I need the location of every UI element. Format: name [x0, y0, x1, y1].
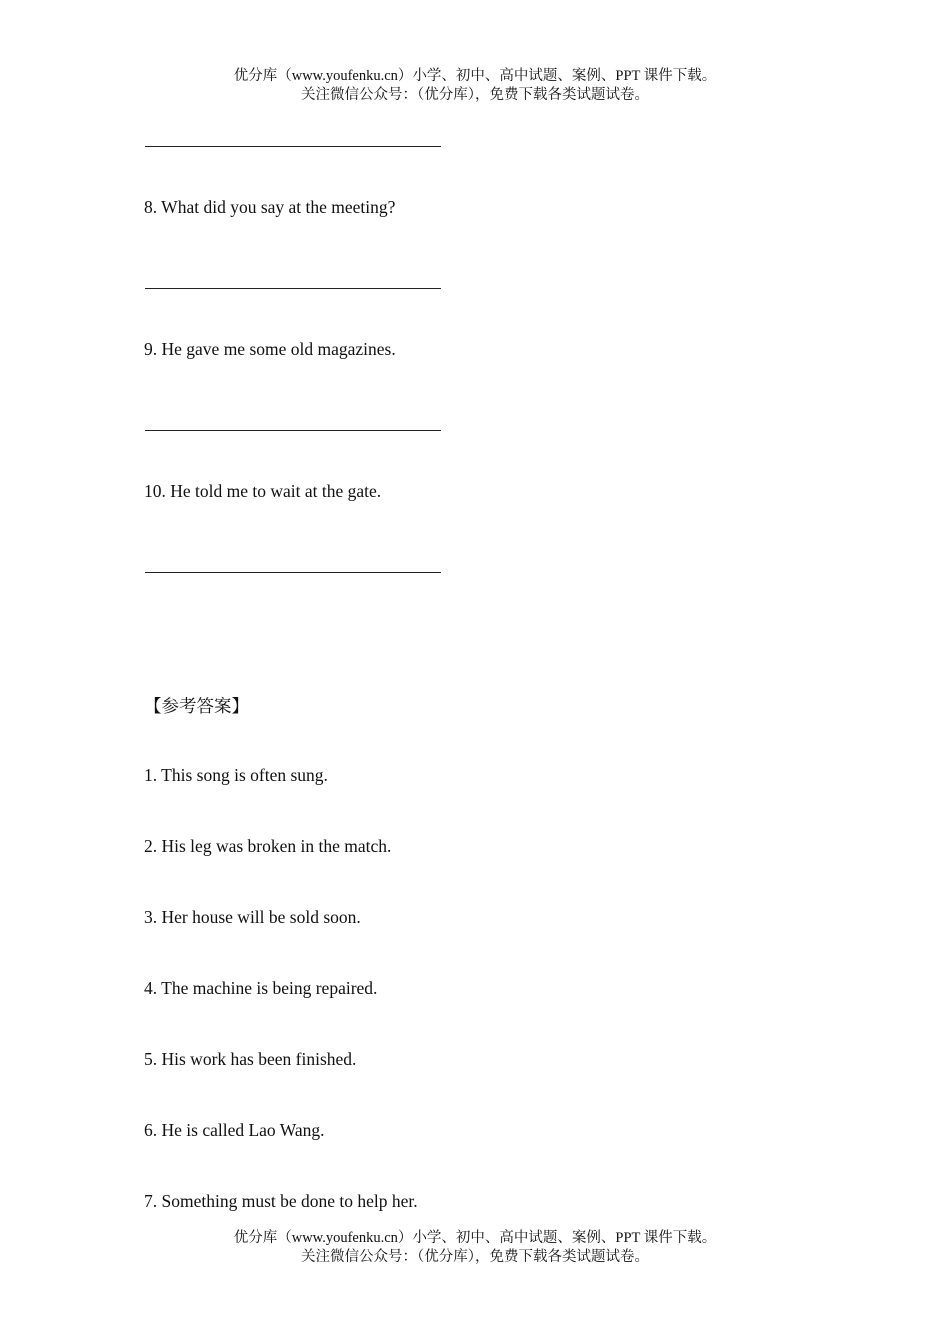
header-line-2: 关注微信公众号：（优分库），免费下载各类试题试卷。	[301, 87, 649, 103]
answer-item: 5. His work has been finished.	[144, 1049, 357, 1069]
answer-item: 3. Her house will be sold soon.	[144, 907, 361, 927]
answer-blank-line	[145, 146, 441, 147]
question-item: 9. He gave me some old magazines.	[144, 339, 396, 359]
footer-line-1: 优分库（www.youfenku.cn）小学、初中、高中试题、案例、PPT 课件下载。	[233, 1230, 717, 1246]
answer-item: 4. The machine is being repaired.	[144, 978, 378, 998]
answers-title: 【参考答案】	[144, 696, 249, 716]
footer-line-2: 关注微信公众号：（优分库），免费下载各类试题试卷。	[301, 1249, 649, 1265]
answer-blank-line	[145, 572, 441, 573]
answer-item: 1. This song is often sung.	[144, 765, 328, 785]
answer-blank-line	[145, 288, 441, 289]
question-item: 10. He told me to wait at the gate.	[144, 481, 382, 501]
answer-item: 6. He is called Lao Wang.	[144, 1120, 325, 1140]
page-header	[0, 67, 950, 105]
page-footer	[0, 1229, 950, 1267]
question-item: 8. What did you say at the meeting?	[144, 197, 396, 217]
answer-item: 7. Something must be done to help her.	[144, 1191, 418, 1211]
header-line-1: 优分库（www.youfenku.cn）小学、初中、高中试题、案例、PPT 课件下载。	[233, 68, 717, 84]
answer-item: 2. His leg was broken in the match.	[144, 836, 392, 856]
answer-blank-line	[145, 430, 441, 431]
